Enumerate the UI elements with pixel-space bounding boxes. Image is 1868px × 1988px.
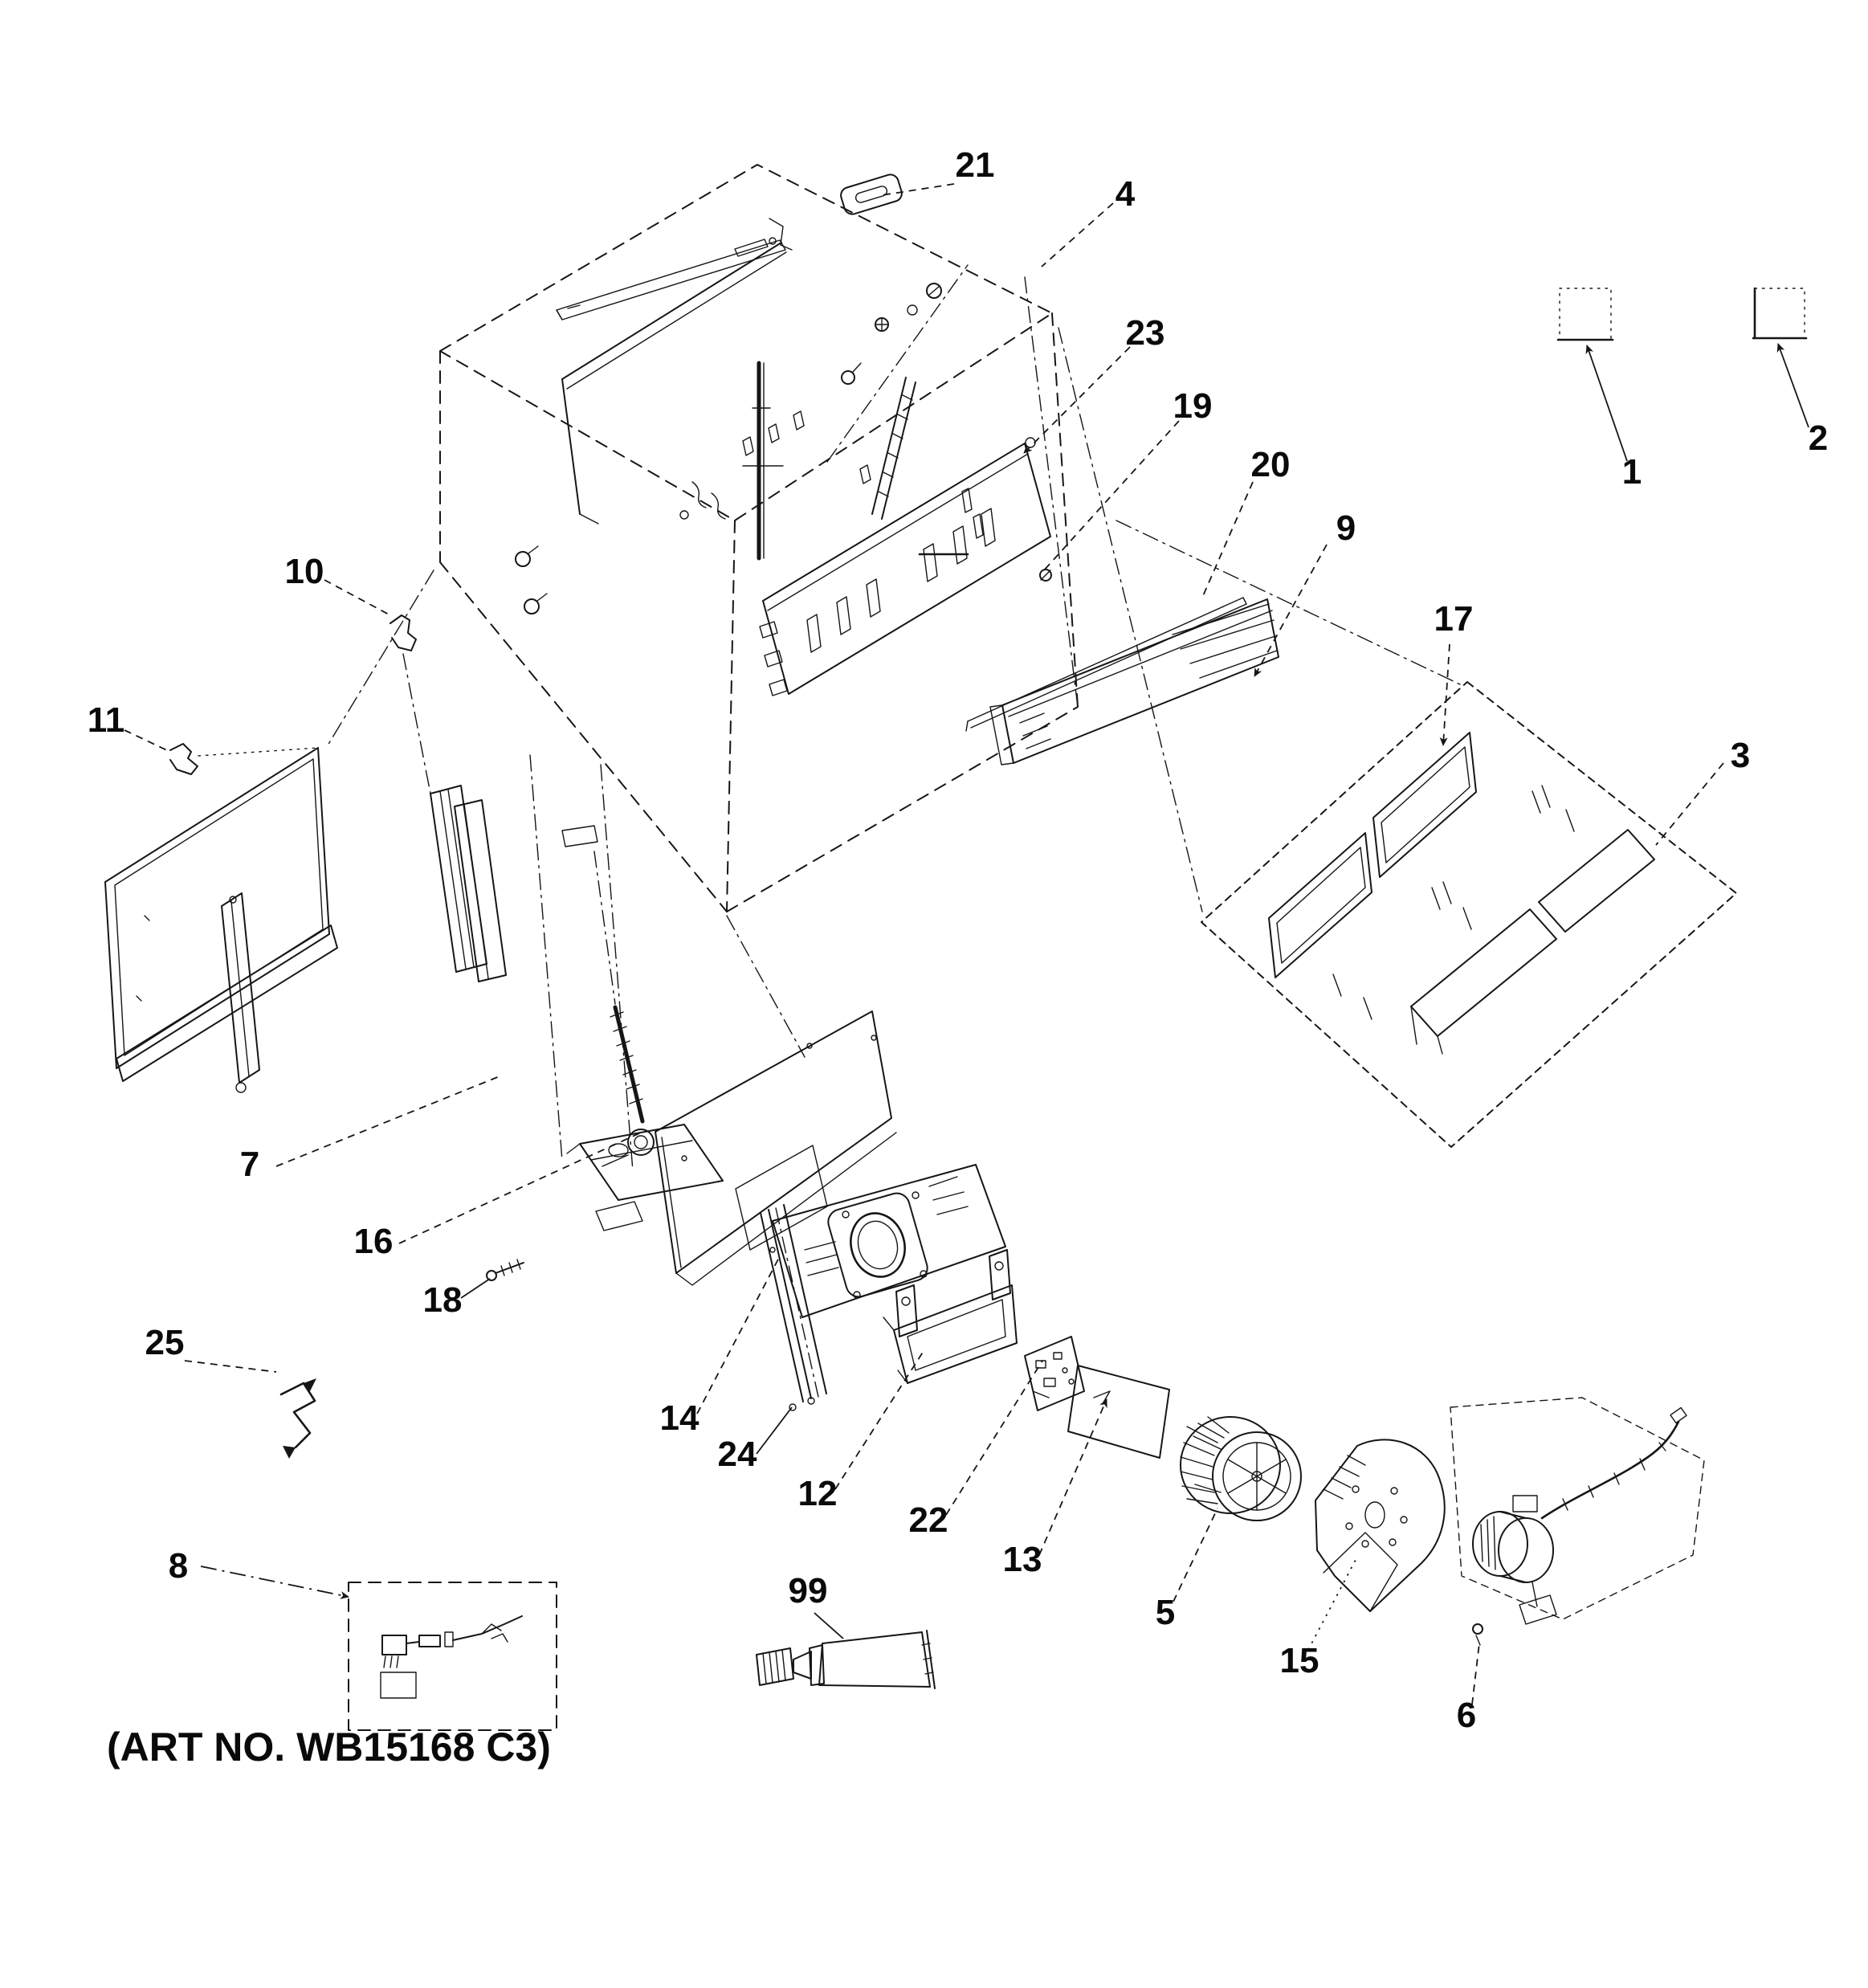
cabinet-outline — [328, 165, 1460, 1057]
panel-bottom-rail — [116, 925, 337, 1081]
blower-wheel-5 — [1181, 1417, 1301, 1521]
cord-kit-8 — [349, 1582, 557, 1730]
leader-8 — [201, 1566, 349, 1597]
shaft-assembly-16 — [562, 826, 723, 1231]
construction-line — [1116, 520, 1460, 684]
leader-10 — [324, 580, 390, 615]
callout-12: 12 — [797, 1474, 838, 1513]
callouts — [88, 145, 1829, 1735]
housing-outlet — [1324, 1533, 1397, 1611]
screw-set-4 — [516, 265, 968, 614]
screw-18 — [487, 1259, 524, 1280]
callout-9: 9 — [1336, 508, 1356, 548]
apex-latch — [769, 218, 792, 250]
leader-25 — [185, 1361, 276, 1372]
leader-24 — [757, 1407, 792, 1454]
ferrite — [419, 1635, 440, 1647]
motor-assembly-6 — [1450, 1398, 1704, 1645]
callout-11: 11 — [87, 700, 125, 740]
rail-strip — [430, 786, 487, 972]
motor-wire — [1542, 1422, 1678, 1518]
callout-24: 24 — [717, 1435, 757, 1474]
leader-21 — [882, 184, 954, 195]
leader-14 — [697, 1255, 781, 1414]
instruction-label — [381, 1672, 416, 1698]
callout-25: 25 — [145, 1323, 185, 1362]
leader-22 — [946, 1361, 1042, 1515]
slotted-panel — [763, 443, 1050, 694]
bumper-knob — [524, 599, 539, 614]
callout-23: 23 — [1125, 313, 1165, 353]
harness-clip — [692, 482, 706, 508]
callout-1: 1 — [1621, 452, 1642, 492]
bracket-tab — [896, 1285, 917, 1337]
leader-1 — [1587, 345, 1627, 461]
leader-4 — [1042, 203, 1113, 267]
leader-5 — [1173, 1508, 1217, 1602]
insulation-sheet-13 — [1068, 1365, 1169, 1458]
plug — [382, 1635, 406, 1655]
callout-20: 20 — [1250, 445, 1291, 484]
leader-16 — [399, 1133, 641, 1243]
panel-rails — [761, 1205, 826, 1410]
leader-18 — [461, 1279, 490, 1298]
callout-14: 14 — [659, 1398, 699, 1438]
callout-21: 21 — [955, 145, 995, 185]
rack-strip — [872, 378, 906, 514]
callout-19: 19 — [1173, 386, 1213, 426]
blower-housing-15 — [1315, 1439, 1445, 1611]
leader-17 — [1443, 644, 1450, 745]
motor-screw — [1473, 1624, 1483, 1634]
vent-grille — [1411, 909, 1556, 1036]
leader-20 — [1202, 482, 1253, 598]
threaded-shaft — [615, 1007, 642, 1121]
callout-10: 10 — [284, 552, 324, 591]
callout-13: 13 — [1002, 1540, 1042, 1579]
vent-grille — [1539, 830, 1654, 932]
motor-cap — [1513, 1496, 1537, 1512]
filter-square-1 — [1558, 288, 1613, 340]
harness-clip — [712, 493, 725, 519]
filter-opening-17 — [1373, 733, 1476, 877]
callout-2: 2 — [1808, 418, 1829, 458]
construction-line — [328, 570, 434, 745]
callout-6: 6 — [1456, 1696, 1477, 1735]
construction-line — [1025, 277, 1078, 707]
callout-22: 22 — [908, 1500, 948, 1540]
callout-5: 5 — [1155, 1593, 1176, 1632]
leader-15 — [1308, 1560, 1356, 1650]
top-vent-strip — [557, 239, 785, 320]
base-tray-3 — [1201, 682, 1736, 1147]
duct-bracket-12 — [883, 1250, 1017, 1383]
leader-7 — [276, 1076, 500, 1166]
left-damper-panel — [105, 748, 337, 1092]
leader-12 — [835, 1351, 924, 1489]
callout-3: 3 — [1730, 736, 1751, 775]
bumper-knob — [516, 552, 530, 566]
art-number: (ART NO. WB15168 C3) — [107, 1725, 551, 1770]
callout-7: 7 — [239, 1145, 260, 1184]
callout-8: 8 — [168, 1546, 189, 1586]
callout-99: 99 — [788, 1571, 828, 1610]
vent-plate-21 — [769, 173, 903, 250]
retainer-clip — [562, 826, 598, 847]
leader-3 — [1656, 763, 1723, 845]
filter-opening — [1269, 833, 1372, 978]
sealant-tube-99 — [757, 1631, 935, 1688]
control-board-22 — [1025, 1337, 1084, 1410]
callout-4: 4 — [1115, 174, 1136, 214]
callout-16: 16 — [353, 1222, 394, 1261]
callout-15: 15 — [1279, 1641, 1319, 1680]
construction-line — [727, 916, 805, 1057]
housing-holes — [1346, 1486, 1407, 1547]
control-panel-9 — [990, 599, 1279, 765]
leader-2 — [1778, 344, 1809, 427]
callout-18: 18 — [422, 1280, 463, 1320]
back-panel-assembly — [562, 243, 1051, 696]
mounting-bracket-10 — [390, 615, 430, 794]
leader-11 — [124, 730, 170, 752]
leader-99 — [814, 1613, 843, 1639]
vent-adapter-panel — [773, 1165, 1005, 1317]
support-channel-7 — [430, 755, 633, 1171]
filter-square-2 — [1753, 288, 1806, 338]
leader-9 — [1254, 545, 1327, 676]
leader-13 — [1039, 1399, 1107, 1555]
callout-17: 17 — [1434, 599, 1474, 639]
spring-clip-25 — [281, 1378, 316, 1459]
bracket-tab — [989, 1250, 1010, 1300]
